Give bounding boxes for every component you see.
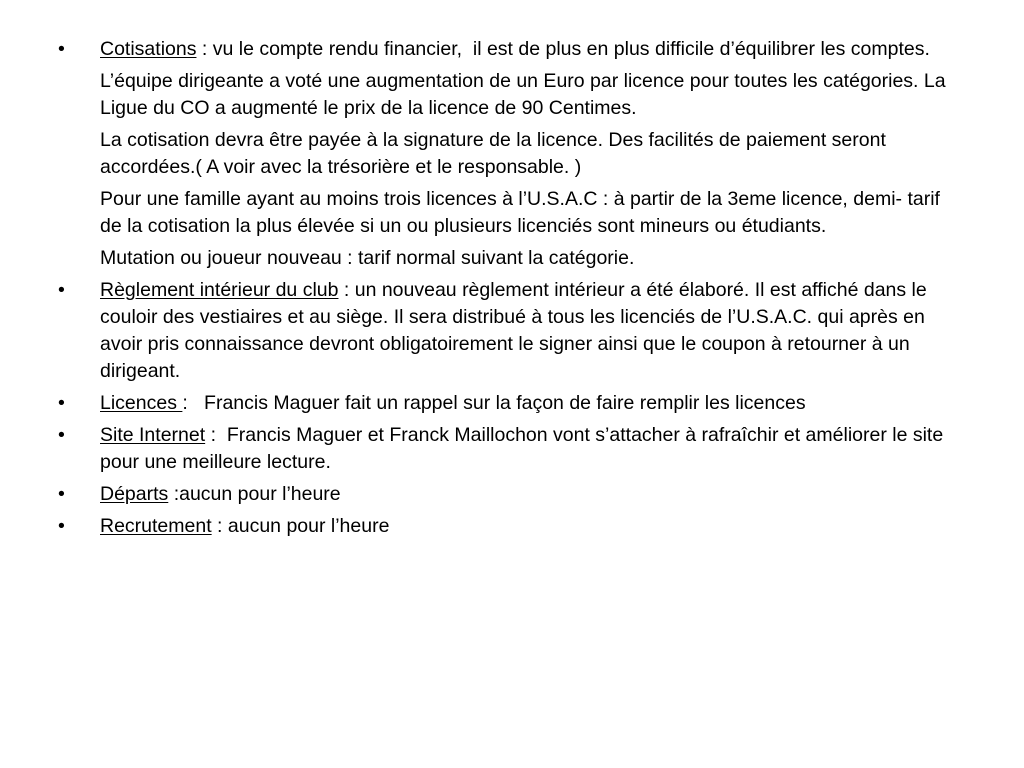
bullet-item-licences <box>58 390 958 417</box>
item-heading: Règlement intérieur du club <box>100 279 339 301</box>
bullet-item-departs <box>58 481 958 508</box>
bullet-marker: • <box>58 38 65 60</box>
bullet-marker: • <box>58 515 65 537</box>
item-heading: Licences <box>100 392 183 414</box>
item-text: :aucun pour l’heure <box>168 483 341 505</box>
item-text: : aucun pour l’heure <box>211 515 390 537</box>
bullet-item-site-internet <box>58 422 958 476</box>
bullet-item-reglement <box>58 277 958 385</box>
item-heading: Cotisations <box>100 38 197 60</box>
item-text: : vu le compte rendu financier, il est de plus en plus difficile d’équilibrer les comptes. <box>196 38 930 60</box>
bullet-marker: • <box>58 279 65 301</box>
item-heading: Départs <box>100 483 169 505</box>
sub-paragraph: La cotisation devra être payée à la signature de la licence. Des facilités de paiement seront accordées.( A voir avec la trésorière et le responsable. ) <box>100 129 886 178</box>
sub-paragraph: Pour une famille ayant au moins trois licences à l’U.S.A.C : à partir de la 3eme licence, demi- tarif de la cotisation la plus élevée si un ou plusieurs licenciés sont mineurs ou étudiants. <box>100 188 940 237</box>
item-heading: Site Internet <box>100 424 206 446</box>
bullet-item-cotisations <box>58 36 958 63</box>
sub-paragraph: L’équipe dirigeante a voté une augmentation de un Euro par licence pour toutes les catégories. La Ligue du CO a augmenté le prix de la licence de 90 Centimes. <box>100 70 946 119</box>
bullet-marker: • <box>58 424 65 446</box>
slide-body <box>58 36 958 545</box>
item-text: : Francis Maguer et Franck Maillochon vont s’attacher à rafraîchir et améliorer le site pour une meilleure lecture. <box>100 424 949 473</box>
item-text: : un nouveau règlement intérieur a été élaboré. Il est affiché dans le couloir des vestiaires et au siège. Il sera distribué à tous les licenciés de l’U.S.A.C. qui après en avoir pris connaissance devront obligatoirement le signer ainsi que le coupon à retourner à un dirigeant. <box>100 279 933 382</box>
sub-paragraph: Mutation ou joueur nouveau : tarif normal suivant la catégorie. <box>100 247 635 269</box>
bullet-item-recrutement <box>58 513 958 540</box>
bullet-marker: • <box>58 392 65 414</box>
bullet-marker: • <box>58 483 65 505</box>
item-heading: Recrutement <box>100 515 212 537</box>
item-text: : Francis Maguer fait un rappel sur la façon de faire remplir les licences <box>182 392 806 414</box>
